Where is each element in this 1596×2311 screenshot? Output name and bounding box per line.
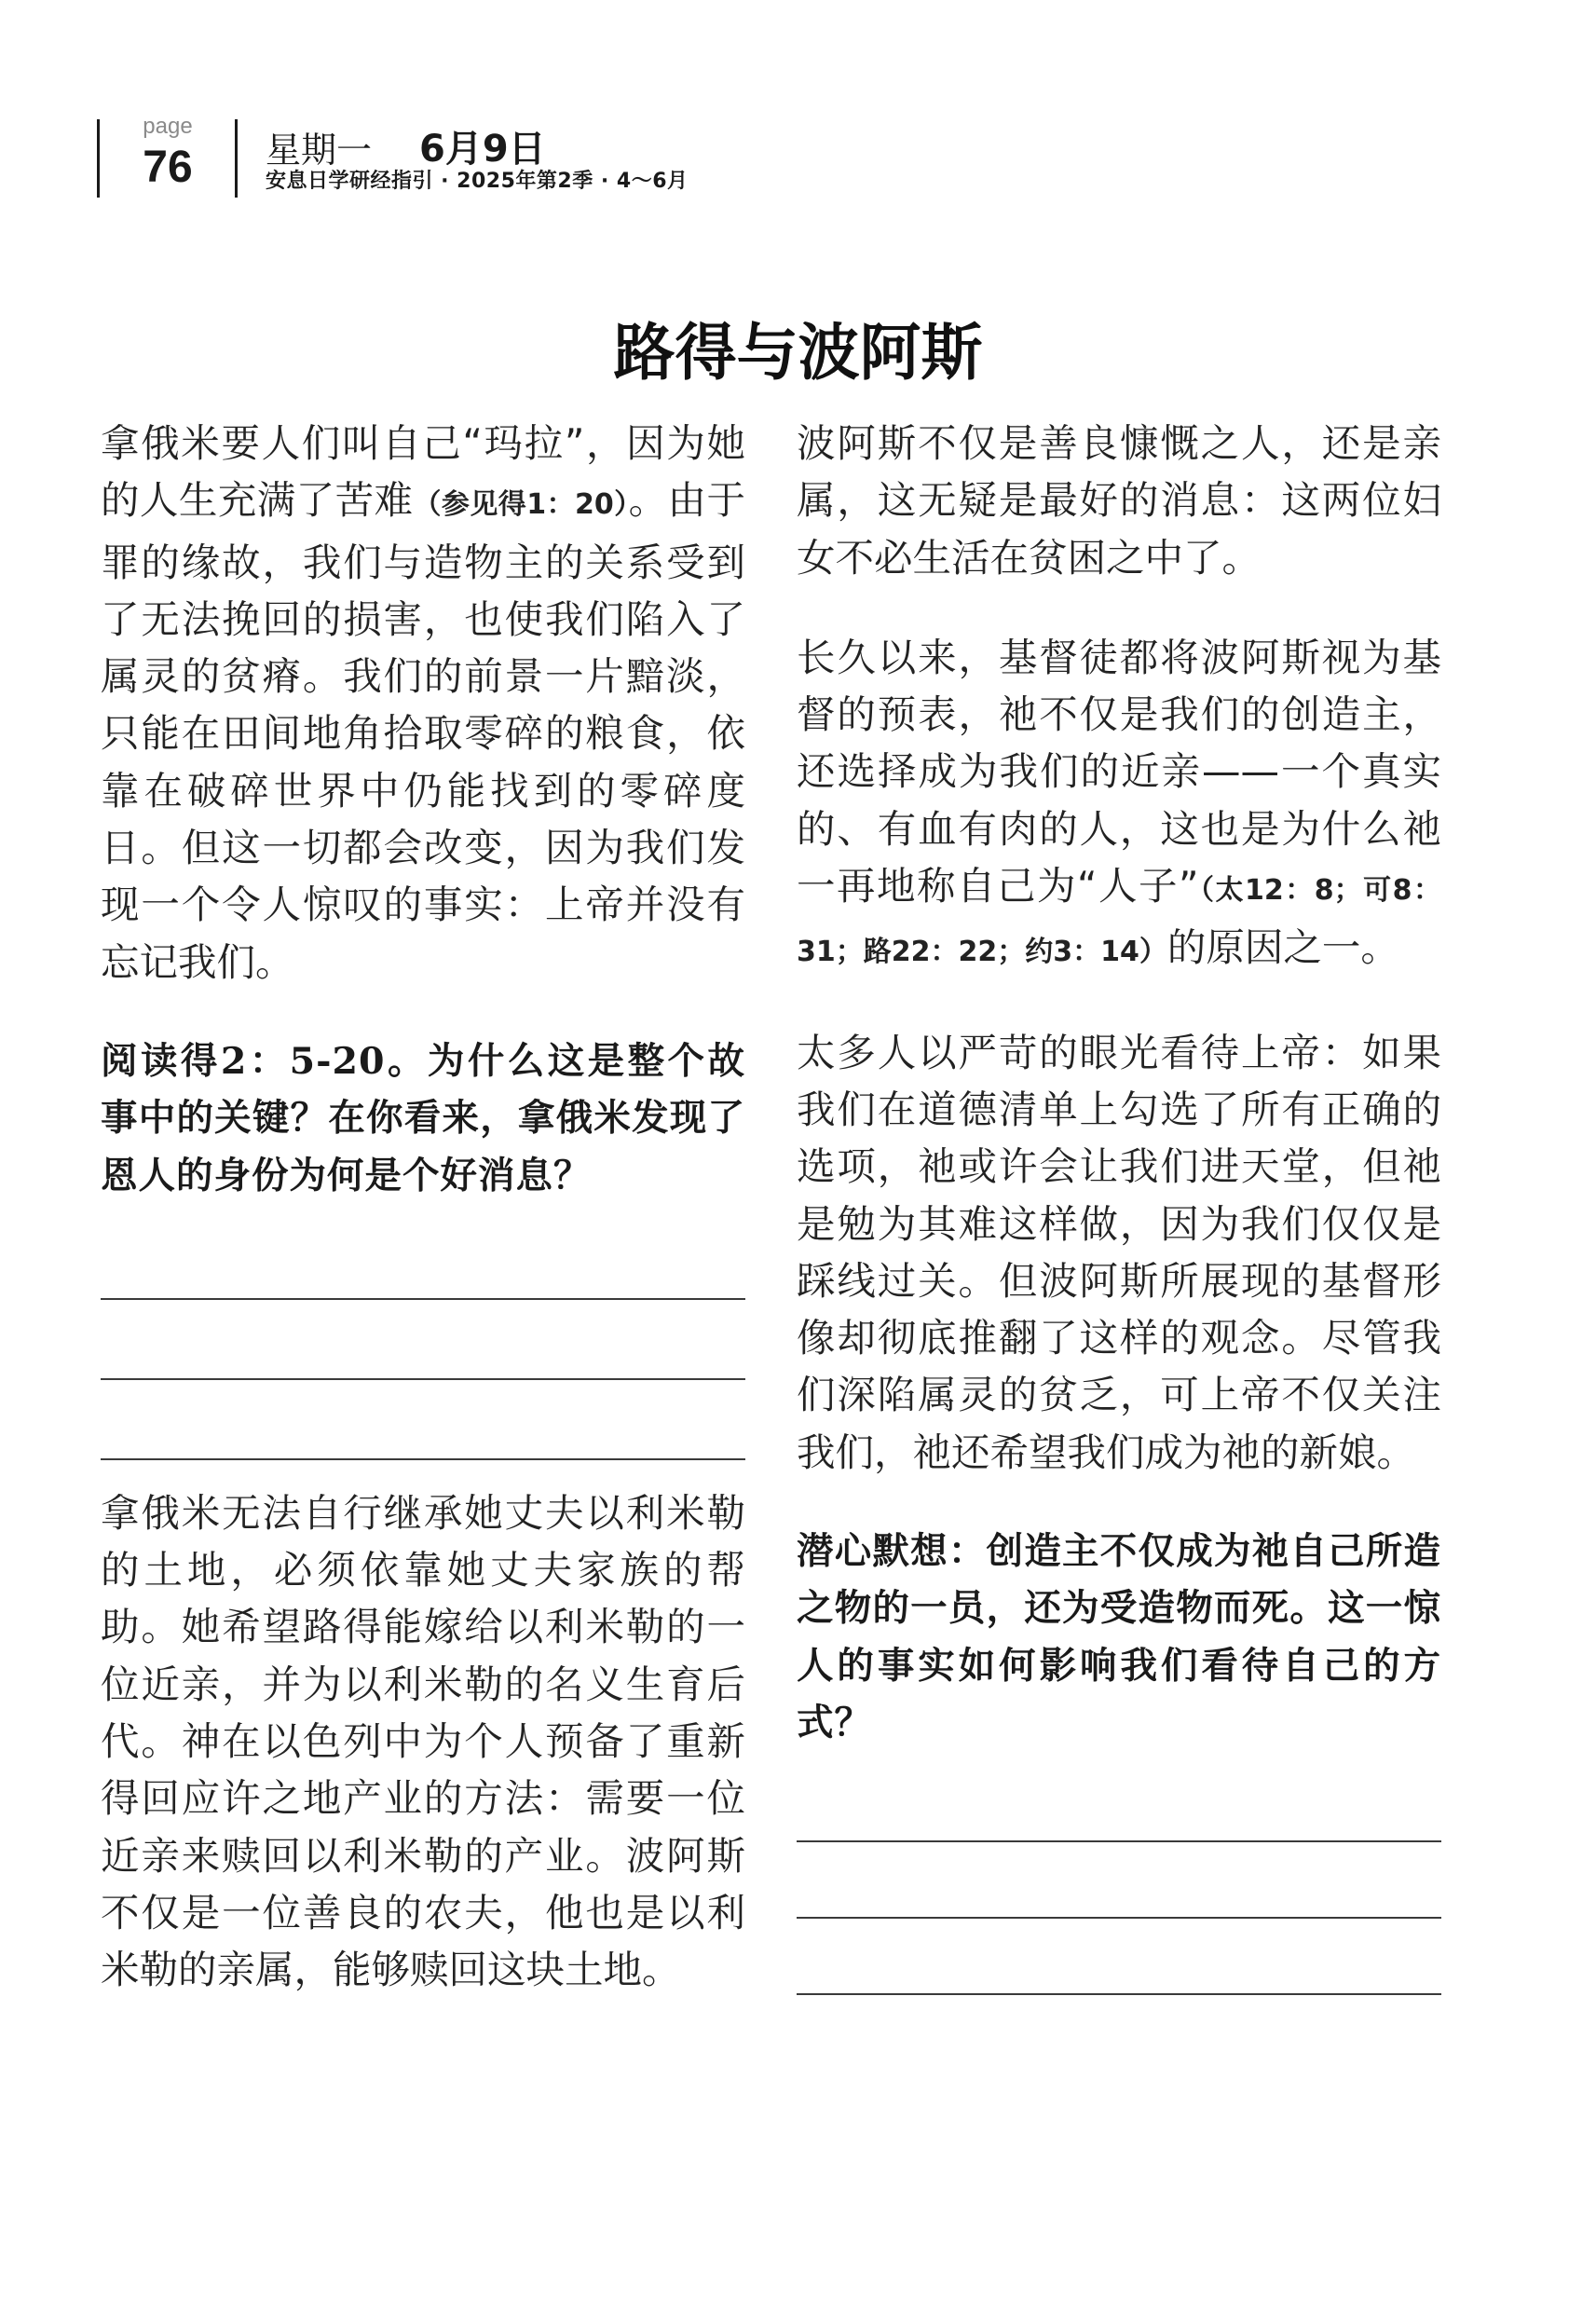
- spacer: [101, 991, 745, 1033]
- right-paragraph-3: 太多人以严苛的眼光看待上帝：如果我们在道德清单上勾选了所有正确的选项，祂或许会让我们进天堂，但祂是勉为其难这样做，因为我们仅仅是踩线过关。但波阿斯所展现的基督形像却彻底推翻了这样的观念。尽管我们深陷属灵的贫乏，可上帝不仅关注我们，祂还希望我们成为祂的新娘。: [797, 1029, 1441, 1475]
- left-column: [101, 415, 745, 1999]
- left-study-question: 阅读得2：5-20。为什么这是整个故事中的关键？在你看来，拿俄米发现了恩人的身份为何是个好消息？: [101, 1039, 745, 1197]
- spacer: [797, 586, 1441, 629]
- right-paragraph-1: 波阿斯不仅是善良慷慨之人，还是亲属，这无疑是最好的消息：这两位妇女不必生活在贫困之中了。: [797, 420, 1441, 581]
- page-title: 路得与波阿斯: [613, 316, 983, 389]
- scripture-reference: （参见得1：20）: [413, 488, 629, 522]
- header-weekday: 星期一: [266, 130, 373, 171]
- header-divider: [235, 119, 238, 198]
- right-column: [797, 415, 1441, 1995]
- left-paragraph-1-text-a: 拿俄米要人们叫自己“玛拉”，因为她的人生充满了苦难: [101, 420, 745, 524]
- right-paragraph-2-text-a: 长久以来，基督徒都将波阿斯视为基督的预表，祂不仅是我们的创造主，还选择成为我们的近亲——一个真实的、有血有肉的人，这也是为什么祂一再地称自己为“人子”: [797, 634, 1441, 909]
- scripture-reference: （太12：8；可8：31；路22：22；约3：14）: [797, 874, 1441, 969]
- answer-line[interactable]: [797, 1993, 1441, 1995]
- reflection-question: 潜心默想：创造主不仅成为祂自己所造之物的一员，还为受造物而死。这一惊人的事实如何影响我们看待自己的方式？: [797, 1530, 1441, 1744]
- page-label: page: [143, 114, 193, 139]
- page-number: 76: [143, 143, 193, 192]
- spacer: [797, 1481, 1441, 1524]
- header-subtitle: 安息日学研经指引 · 2025年第2季 · 4～6月: [266, 170, 689, 193]
- header-left-rule: [97, 119, 100, 198]
- header-date: 6月9日: [419, 128, 546, 171]
- right-paragraph-2: [797, 629, 1441, 981]
- left-paragraph-1: [101, 415, 745, 991]
- left-paragraph-1-text-b: 。由于罪的缘故，我们与造物主的关系受到了无法挽回的损害，也使我们陷入了属灵的贫瘠。我们的前景一片黯淡，只能在田间地角拾取零碎的粮食，依靠在破碎世界中仍能找到的零碎度日。但这一切都会改变，因为我们发现一个令人惊叹的事实：上帝并没有忘记我们。: [101, 477, 745, 985]
- right-paragraph-2-text-b: 的原因之一。: [1166, 924, 1399, 971]
- left-paragraph-2: 拿俄米无法自行继承她丈夫以利米勒的土地，必须依靠她丈夫家族的帮助。她希望路得能嫁给以利米勒的一位近亲，并为以利米勒的名义生育后代。神在以色列中为个人预备了重新得回应许之地产业的方法：需要一位近亲来赎回以利米勒的产业。波阿斯不仅是一位善良的农夫，他也是以利米勒的亲属，能够赎回这块土地。: [101, 1489, 745, 1993]
- spacer: [797, 981, 1441, 1024]
